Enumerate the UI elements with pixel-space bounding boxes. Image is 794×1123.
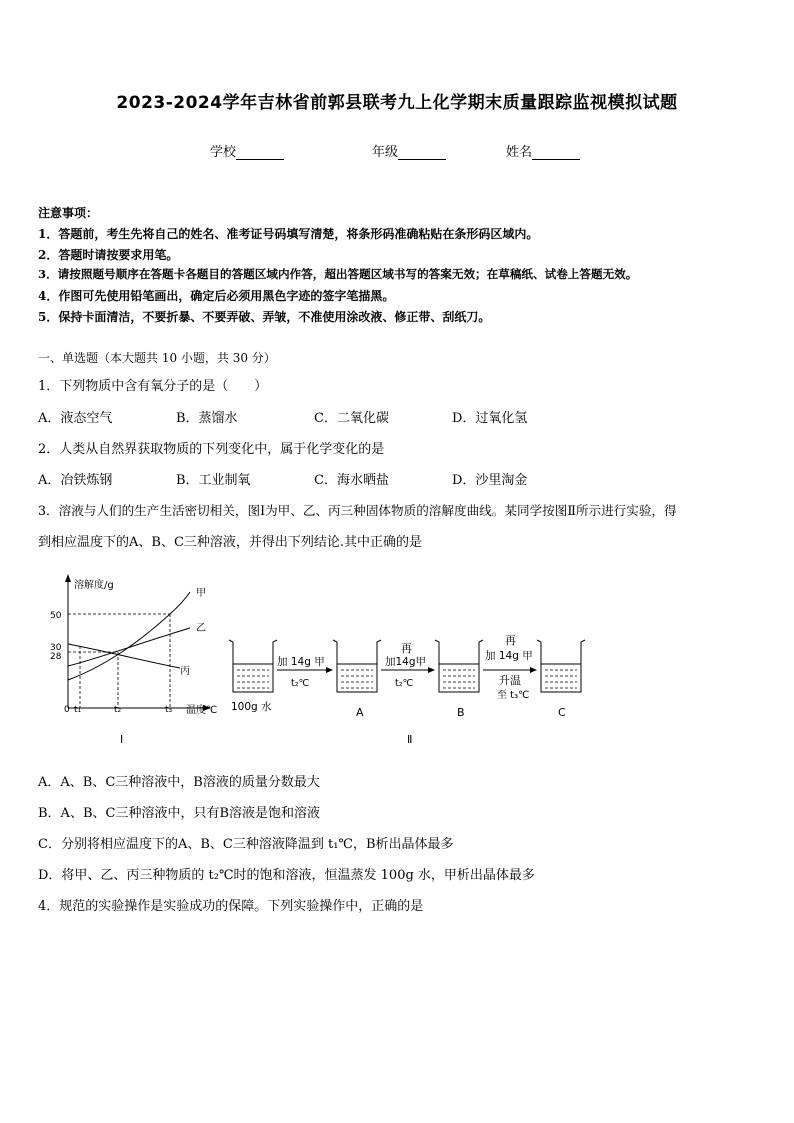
figure-i-label: Ⅰ (120, 733, 124, 746)
beaker-b-label: B (457, 706, 465, 719)
step1-bottom-label: t₂℃ (291, 678, 310, 689)
q3-option-a: A．A、B、C三种溶液中，B溶液的质量分数最大 (38, 775, 320, 790)
curve-bing (68, 644, 180, 668)
q4-stem: 4．规范的实验操作是实验成功的保障。下列实验操作中，正确的是 (38, 899, 424, 914)
note-item: 1．答题前，考生先将自己的姓名、准考证号码填写清楚，将条形码准确粘贴在条形码区域内。 (38, 227, 539, 241)
note-item: 4．作图可先使用铅笔画出，确定后必须用黑色字迹的签字笔描黑。 (38, 289, 395, 303)
beaker-c-label: C (558, 706, 566, 719)
step2-bottom-label: t₂℃ (395, 678, 414, 689)
school-blank[interactable] (236, 147, 284, 160)
step3-top-label-1: 再 (505, 634, 516, 647)
y-tick-label: 30 (50, 643, 62, 653)
curve-label-bing: 丙 (180, 666, 190, 677)
note-item: 2．答题时请按要求用笔。 (38, 248, 179, 262)
solubility-curve-figure (40, 568, 220, 750)
step2-top-label-2: 加14g甲 (385, 656, 427, 668)
beaker-c (537, 640, 585, 692)
x-tick-label: t₃ (165, 705, 173, 715)
page-title: 2023-2024学年吉林省前郭县联考九上化学期末质量跟踪监视模拟试题 (116, 93, 678, 113)
notes-heading: 注意事项： (38, 206, 99, 220)
x-axis-label: 温度℃ (186, 705, 218, 716)
step3-top-label-2: 加 14g 甲 (485, 650, 533, 662)
q3-option-b: B．A、B、C三种溶液中，只有B溶液是饱和溶液 (38, 806, 320, 821)
q2-stem: 2．人类从自然界获取物质的下列变化中，属于化学变化的是 (38, 442, 385, 457)
school-field[interactable] (210, 141, 284, 160)
note-item: 5．保持卡面清洁，不要折暴、不要弄破、弄皱，不准使用涂改液、修正带、刮纸刀。 (38, 310, 491, 324)
beaker-water-label: 100g 水 (231, 701, 272, 713)
q1-option-a: A．液态空气 (38, 411, 113, 426)
y-axis-label: 溶解度/g (74, 580, 114, 591)
name-blank[interactable] (532, 147, 580, 160)
q1-option-b: B．蒸馏水 (176, 411, 238, 426)
y-tick-label: 50 (50, 611, 62, 621)
grade-field[interactable] (372, 141, 446, 160)
name-field[interactable] (506, 141, 580, 160)
q1-option-c: C．二氧化碳 (314, 411, 389, 426)
beaker-b (435, 640, 483, 692)
beaker-a-label: A (356, 706, 364, 719)
arrow-head (530, 667, 537, 673)
q1-stem: 1．下列物质中含有氧分子的是（ ） (38, 379, 268, 394)
q2-option-c: C．海水晒盐 (314, 473, 389, 488)
curve-yi (68, 628, 190, 666)
section-heading: 一、单选题（本大题共 10 小题，共 30 分） (38, 351, 276, 365)
beaker-water (229, 640, 277, 692)
experiment-figure (225, 628, 595, 750)
arrow-head (428, 667, 435, 673)
step3-bottom-label-2: 至 t₃℃ (497, 690, 530, 701)
figure-ii-label: Ⅱ (407, 733, 413, 746)
school-label: 学校 (210, 145, 237, 160)
q2-option-a: A．冶铁炼钢 (38, 473, 113, 488)
x-tick-label: t₂ (114, 705, 122, 715)
q2-option-b: B．工业制氧 (176, 473, 251, 488)
x-tick-label: t₁ (74, 705, 82, 715)
q2-option-d: D．沙里淘金 (452, 473, 528, 488)
beaker-a (333, 640, 381, 692)
curve-label-yi: 乙 (196, 623, 206, 634)
note-item: 3．请按照题号顺序在答题卡各题目的答题区域内作答，超出答题区域书写的答案无效；在草稿纸、试卷上答题无效。 (38, 267, 638, 281)
grade-blank[interactable] (398, 147, 446, 160)
q3-option-c: C．分别将相应温度下的A、B、C三种溶液降温到 t₁℃，B析出晶体最多 (38, 837, 454, 852)
name-label: 姓名 (506, 145, 533, 160)
arrow-head (326, 667, 333, 673)
grade-label: 年级 (372, 145, 399, 160)
step3-bottom-label-1: 升温 (499, 674, 521, 687)
curve-label-jia: 甲 (196, 588, 206, 599)
q3-stem-line1: 3．溶液与人们的生产生活密切相关，图Ⅰ为甲、乙、丙三种固体物质的溶解度曲线。某同学按图Ⅱ所示进行实验，得 (38, 503, 677, 518)
x-tick-label: 0 (64, 705, 70, 715)
step2-top-label-1: 再 (401, 642, 412, 655)
step1-top-label: 加 14g 甲 (277, 656, 325, 668)
q3-option-d: D．将甲、乙、丙三种物质的 t₂℃时的饱和溶液，恒温蒸发 100g 水，甲析出晶体最多 (38, 868, 535, 883)
q3-stem-line2: 到相应温度下的A、B、C三种溶液，并得出下列结论.其中正确的是 (38, 535, 423, 550)
y-axis-arrow (65, 574, 71, 582)
y-tick-label: 28 (50, 652, 62, 662)
q1-option-d: D．过氧化氢 (452, 411, 528, 426)
